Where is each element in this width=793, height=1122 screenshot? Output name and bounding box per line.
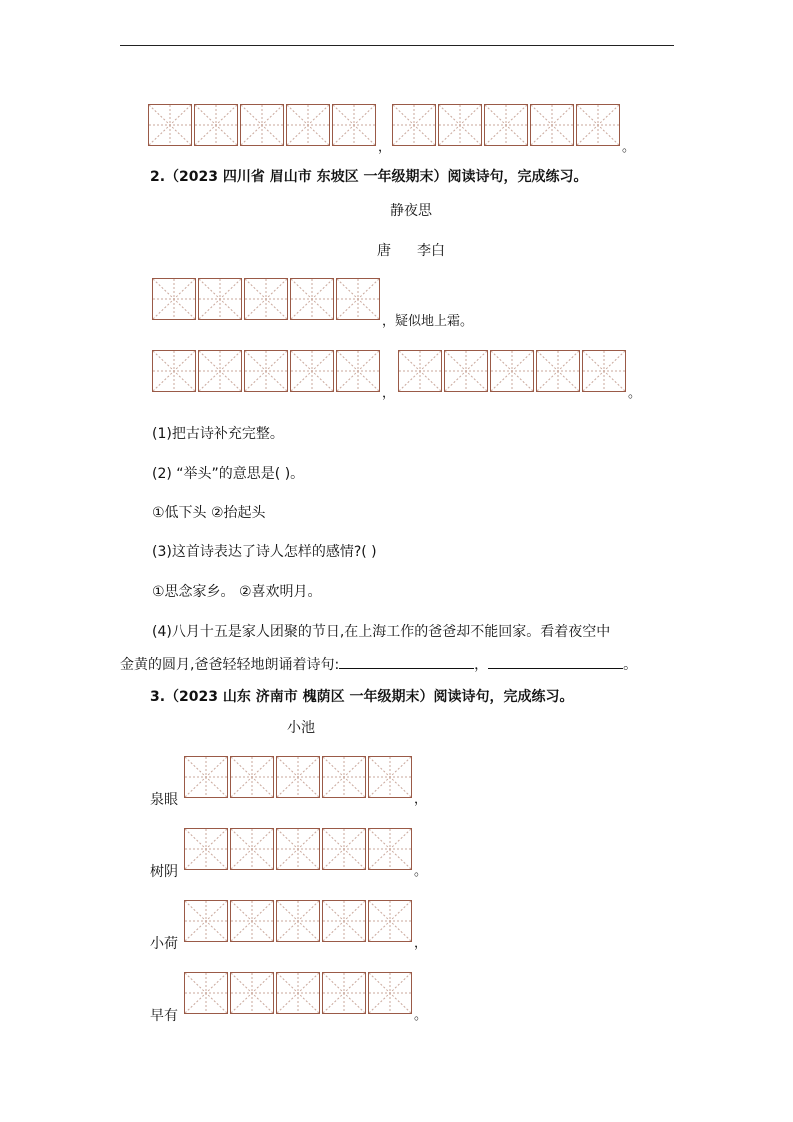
mi-grid-lines [369, 901, 411, 941]
mi-grid-lines [231, 757, 273, 797]
writing-cell[interactable] [536, 350, 580, 392]
writing-cell[interactable] [398, 350, 442, 392]
writing-cell[interactable] [368, 828, 412, 870]
poem-line-suffix: ，疑似地上霜。 [382, 314, 474, 329]
mi-grid-lines [531, 105, 573, 145]
sub-question-4-prefix: 金黄的圆月,爸爸轻轻地朗诵着诗句: [120, 657, 340, 673]
mi-grid-lines [577, 105, 619, 145]
writing-cell[interactable] [276, 828, 320, 870]
line-end-mark: ， [414, 792, 428, 807]
writing-cell[interactable] [322, 828, 366, 870]
writing-grid[interactable] [184, 972, 414, 1014]
sub-question-2: (2) “举头”的意思是( )。 [152, 466, 305, 482]
mi-grid-lines [291, 351, 333, 391]
sub-question-1: (1)把古诗补充完整。 [152, 426, 284, 442]
line-end-mark: 。 [414, 864, 428, 879]
writing-grid[interactable] [398, 350, 628, 392]
line-prefix: 小荷 [150, 936, 178, 952]
end-mark: 。 [623, 657, 638, 673]
mi-grid-lines [277, 757, 319, 797]
mi-grid-lines [337, 279, 379, 319]
sub-question-4-line2 [120, 654, 637, 674]
writing-cell[interactable] [322, 900, 366, 942]
writing-cell[interactable] [184, 756, 228, 798]
writing-cell[interactable] [230, 828, 274, 870]
sub-question-3: (3)这首诗表达了诗人怎样的感情?( ) [152, 544, 377, 560]
writing-cell[interactable] [230, 900, 274, 942]
mi-grid-lines [583, 351, 625, 391]
header-rule [120, 45, 674, 46]
writing-cell[interactable] [184, 972, 228, 1014]
mi-grid-lines [399, 351, 441, 391]
mi-grid-lines [245, 279, 287, 319]
writing-cell[interactable] [576, 104, 620, 146]
writing-cell[interactable] [582, 350, 626, 392]
mi-grid-lines [291, 279, 333, 319]
mi-grid-lines [153, 279, 195, 319]
mi-grid-lines [323, 829, 365, 869]
mi-grid-lines [149, 105, 191, 145]
mi-grid-lines [277, 973, 319, 1013]
mi-grid-lines [323, 757, 365, 797]
mi-grid-lines [323, 901, 365, 941]
mi-grid-lines [245, 351, 287, 391]
writing-cell[interactable] [438, 104, 482, 146]
mi-grid-lines [185, 901, 227, 941]
writing-grid[interactable] [148, 104, 378, 146]
mi-grid-lines [195, 105, 237, 145]
poem-author: 李白 [417, 243, 445, 259]
poem-dynasty: 唐 [377, 243, 391, 259]
writing-grid[interactable] [184, 756, 414, 798]
comma-mark: ， [378, 140, 392, 155]
mi-grid-lines [439, 105, 481, 145]
mi-grid-lines [199, 351, 241, 391]
writing-cell[interactable] [148, 104, 192, 146]
writing-cell[interactable] [484, 104, 528, 146]
writing-cell[interactable] [290, 278, 334, 320]
writing-cell[interactable] [368, 972, 412, 1014]
mi-grid-lines [287, 105, 329, 145]
writing-cell[interactable] [244, 278, 288, 320]
writing-cell[interactable] [332, 104, 376, 146]
writing-cell[interactable] [322, 972, 366, 1014]
writing-cell[interactable] [322, 756, 366, 798]
writing-grid[interactable] [392, 104, 622, 146]
separator: ， [474, 657, 489, 673]
mi-grid-lines [337, 351, 379, 391]
writing-cell[interactable] [230, 972, 274, 1014]
writing-cell[interactable] [392, 104, 436, 146]
writing-cell[interactable] [244, 350, 288, 392]
line-prefix: 早有 [150, 1008, 178, 1024]
writing-cell[interactable] [368, 756, 412, 798]
mi-grid-lines [491, 351, 533, 391]
writing-cell[interactable] [194, 104, 238, 146]
writing-cell[interactable] [240, 104, 284, 146]
writing-cell[interactable] [276, 756, 320, 798]
mi-grid-lines [185, 973, 227, 1013]
line-end-mark: ， [414, 936, 428, 951]
writing-grid[interactable] [152, 278, 382, 320]
sub-question-3-options: ①思念家乡。 ②喜欢明月。 [152, 584, 322, 600]
mi-grid-lines [333, 105, 375, 145]
answer-blank[interactable] [488, 654, 623, 669]
writing-cell[interactable] [184, 828, 228, 870]
writing-cell[interactable] [276, 972, 320, 1014]
writing-cell[interactable] [444, 350, 488, 392]
mi-grid-lines [393, 105, 435, 145]
mi-grid-lines [485, 105, 527, 145]
question-3-header: 3.（2023 山东 济南市 槐荫区 一年级期末）阅读诗句，完成练习。 [150, 689, 574, 705]
mi-grid-lines [537, 351, 579, 391]
period-mark: 。 [622, 140, 636, 155]
mi-grid-lines [231, 901, 273, 941]
answer-blank[interactable] [339, 654, 474, 669]
writing-cell[interactable] [368, 900, 412, 942]
mi-grid-lines [185, 757, 227, 797]
question-2-header: 2.（2023 四川省 眉山市 东坡区 一年级期末）阅读诗句，完成练习。 [150, 169, 588, 185]
period-mark: 。 [628, 386, 642, 401]
writing-cell[interactable] [152, 350, 196, 392]
writing-cell[interactable] [490, 350, 534, 392]
mi-grid-lines [369, 829, 411, 869]
writing-cell[interactable] [230, 756, 274, 798]
mi-grid-lines [369, 757, 411, 797]
poem-title-2: 小池 [287, 720, 315, 736]
writing-grid[interactable] [184, 828, 414, 870]
writing-cell[interactable] [336, 278, 380, 320]
line-end-mark: 。 [414, 1008, 428, 1023]
writing-cell[interactable] [290, 350, 334, 392]
sub-question-2-options: ①低下头 ②抬起头 [152, 505, 266, 521]
mi-grid-lines [445, 351, 487, 391]
mi-grid-lines [323, 973, 365, 1013]
poem-title: 静夜思 [390, 203, 432, 219]
writing-cell[interactable] [152, 278, 196, 320]
writing-cell[interactable] [286, 104, 330, 146]
writing-cell[interactable] [198, 350, 242, 392]
mi-grid-lines [277, 829, 319, 869]
mi-grid-lines [199, 279, 241, 319]
writing-cell[interactable] [276, 900, 320, 942]
mi-grid-lines [277, 901, 319, 941]
line-prefix: 树阴 [150, 864, 178, 880]
mi-grid-lines [231, 829, 273, 869]
writing-cell[interactable] [530, 104, 574, 146]
writing-cell[interactable] [198, 278, 242, 320]
mi-grid-lines [231, 973, 273, 1013]
mi-grid-lines [185, 829, 227, 869]
writing-grid[interactable] [152, 350, 382, 392]
writing-grid[interactable] [184, 900, 414, 942]
comma-mark: ， [382, 386, 396, 401]
line-prefix: 泉眼 [150, 792, 178, 808]
writing-cell[interactable] [184, 900, 228, 942]
mi-grid-lines [153, 351, 195, 391]
mi-grid-lines [241, 105, 283, 145]
sub-question-4: (4)八月十五是家人团聚的节日,在上海工作的爸爸却不能回家。看着夜空中 [152, 624, 611, 640]
mi-grid-lines [369, 973, 411, 1013]
writing-cell[interactable] [336, 350, 380, 392]
